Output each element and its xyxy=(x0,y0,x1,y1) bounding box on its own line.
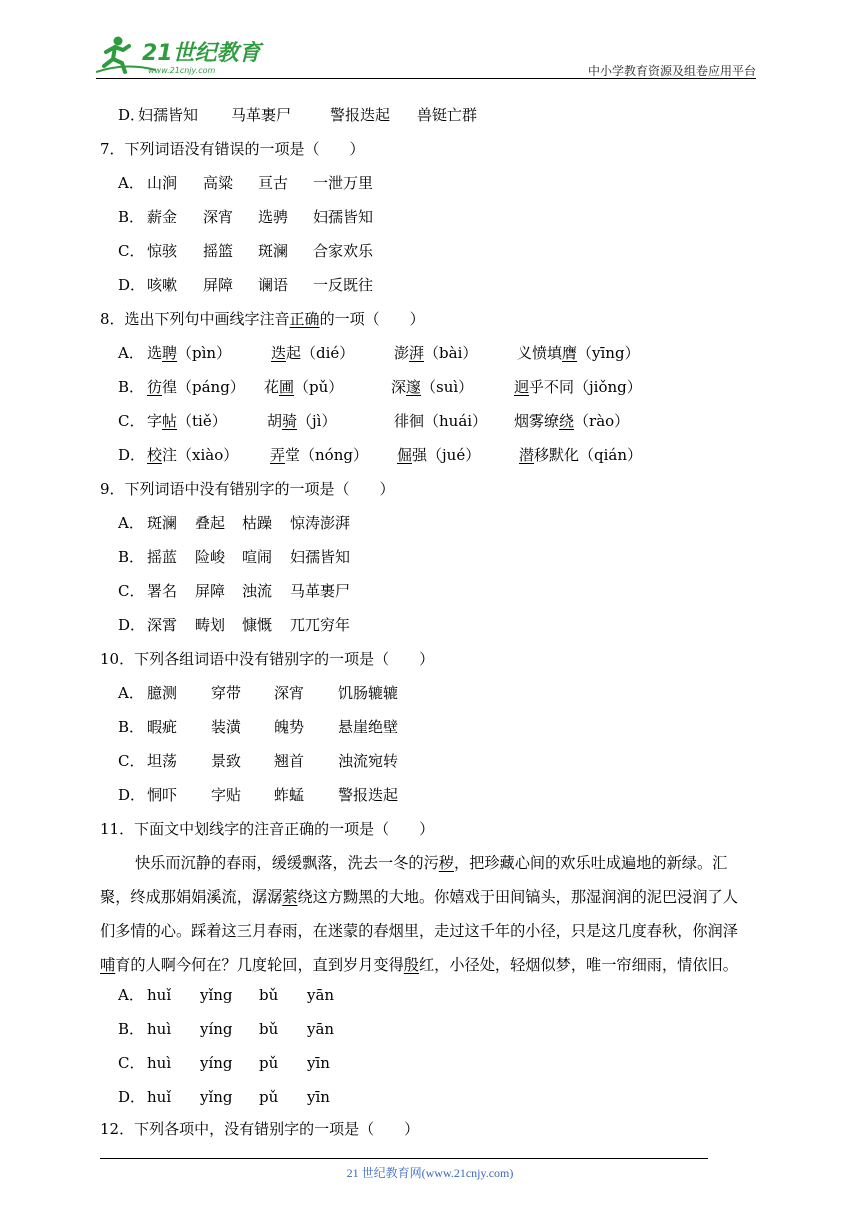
page-footer[interactable]: 21 世纪教育网(www.21cnjy.com) xyxy=(346,1166,514,1180)
q11-option-c[interactable]: C． huì yíng pǔ yīn xyxy=(118,1054,330,1072)
q7-option-b[interactable]: B． 薪金 深宵 选骋 妇孺皆知 xyxy=(118,208,374,226)
passage-line-4: 哺育的人啊今何在？几度轮回，直到岁月变得殷红，小径处，轻烟似梦，唯一帘细雨，情依旧。 xyxy=(100,956,738,974)
q11-option-a[interactable]: A． huǐ yǐng bǔ yān xyxy=(118,986,335,1004)
question-8-stem: 8．选出下列句中画线字注音正确的一项（ ） xyxy=(100,310,425,328)
q7-option-d[interactable]: D． 咳嗽 屏障 谰语 一反既往 xyxy=(118,276,374,294)
q11-option-d[interactable]: D． huǐ yǐng pǔ yīn xyxy=(118,1088,330,1106)
question-12-stem: 12．下列各项中，没有错别字的一项是（ ） xyxy=(100,1120,420,1138)
option-d-carry: D． 妇孺皆知 马革裹尸 警报迭起 兽铤亡群 xyxy=(118,106,478,124)
svg-text:www.21cnjy.com: www.21cnjy.com xyxy=(148,66,216,75)
page-header xyxy=(96,32,756,78)
question-11-stem: 11．下面文中划线字的注音正确的一项是（ ） xyxy=(100,820,435,838)
q10-option-d[interactable]: D． 恫吓 字贴 蚱蜢 警报迭起 xyxy=(118,786,399,804)
q8-option-b[interactable]: B． 彷徨（páng） 花圃（pǔ） 深邃（suì） 迥乎不同（jiǒng） xyxy=(118,378,642,396)
q9-option-a[interactable]: A． 斑澜 叠起 枯躁 惊涛澎湃 xyxy=(118,514,351,532)
q10-option-a[interactable]: A． 臆测 穿带 深宵 饥肠辘辘 xyxy=(118,684,399,702)
q7-option-a[interactable]: A． 山涧 高粱 亘古 一泄万里 xyxy=(118,174,374,192)
question-10-stem: 10．下列各组词语中没有错别字的一项是（ ） xyxy=(100,650,435,668)
header-divider xyxy=(96,78,756,79)
q10-option-b[interactable]: B． 暇疵 装潢 魄势 悬崖绝壁 xyxy=(118,718,399,736)
passage-line-2: 聚，终成那娟娟溪流，潺潺萦绕这方黝黑的大地。你嬉戏于田间镐头，那湿润润的泥巴浸润了人 xyxy=(100,888,738,906)
svg-text:21世纪教育: 21世纪教育 xyxy=(142,41,261,66)
q11-option-b[interactable]: B． huì yíng bǔ yān xyxy=(118,1020,335,1038)
passage-line-3: 们多情的心。踩着这三月春雨，在迷蒙的春烟里，走过这千年的小径，只是这几度春秋，你润泽 xyxy=(100,922,738,940)
q9-option-b[interactable]: B． 摇蓝 险峻 喧闹 妇孺皆知 xyxy=(118,548,351,566)
q9-option-d[interactable]: D． 深霄 畴划 慷慨 兀兀穷年 xyxy=(118,616,351,634)
brand-logo xyxy=(96,32,266,76)
passage-line-1: 快乐而沉静的春雨，缓缓飘落，洗去一冬的污秽，把珍藏心间的欢乐吐成遍地的新绿。汇 xyxy=(135,854,728,872)
question-7-stem: 7．下列词语没有错误的一项是（ ） xyxy=(100,140,365,158)
q8-option-c[interactable]: C． 字帖（tiě） 胡骑（jì） 徘徊（huái） 烟雾缭绕（rào） xyxy=(118,412,630,430)
q8-option-a[interactable]: A． 选聘（pìn） 迭起（dié） 澎湃（bài） 义愤填膺（yīng） xyxy=(118,344,640,362)
q8-option-d[interactable]: D． 校注（xiào） 弄堂（nóng） 倔强（jué） 潜移默化（qián） xyxy=(118,446,643,464)
q7-option-c[interactable]: C． 惊骇 摇篮 斑澜 合家欢乐 xyxy=(118,242,374,260)
q10-option-c[interactable]: C． 坦荡 景致 翘首 浊流宛转 xyxy=(118,752,399,770)
q9-option-c[interactable]: C． 署名 屏障 浊流 马革裹尸 xyxy=(118,582,351,600)
platform-name: 中小学教育资源及组卷应用平台 xyxy=(587,64,756,78)
question-9-stem: 9．下列词语中没有错别字的一项是（ ） xyxy=(100,480,395,498)
footer-divider xyxy=(100,1158,708,1159)
